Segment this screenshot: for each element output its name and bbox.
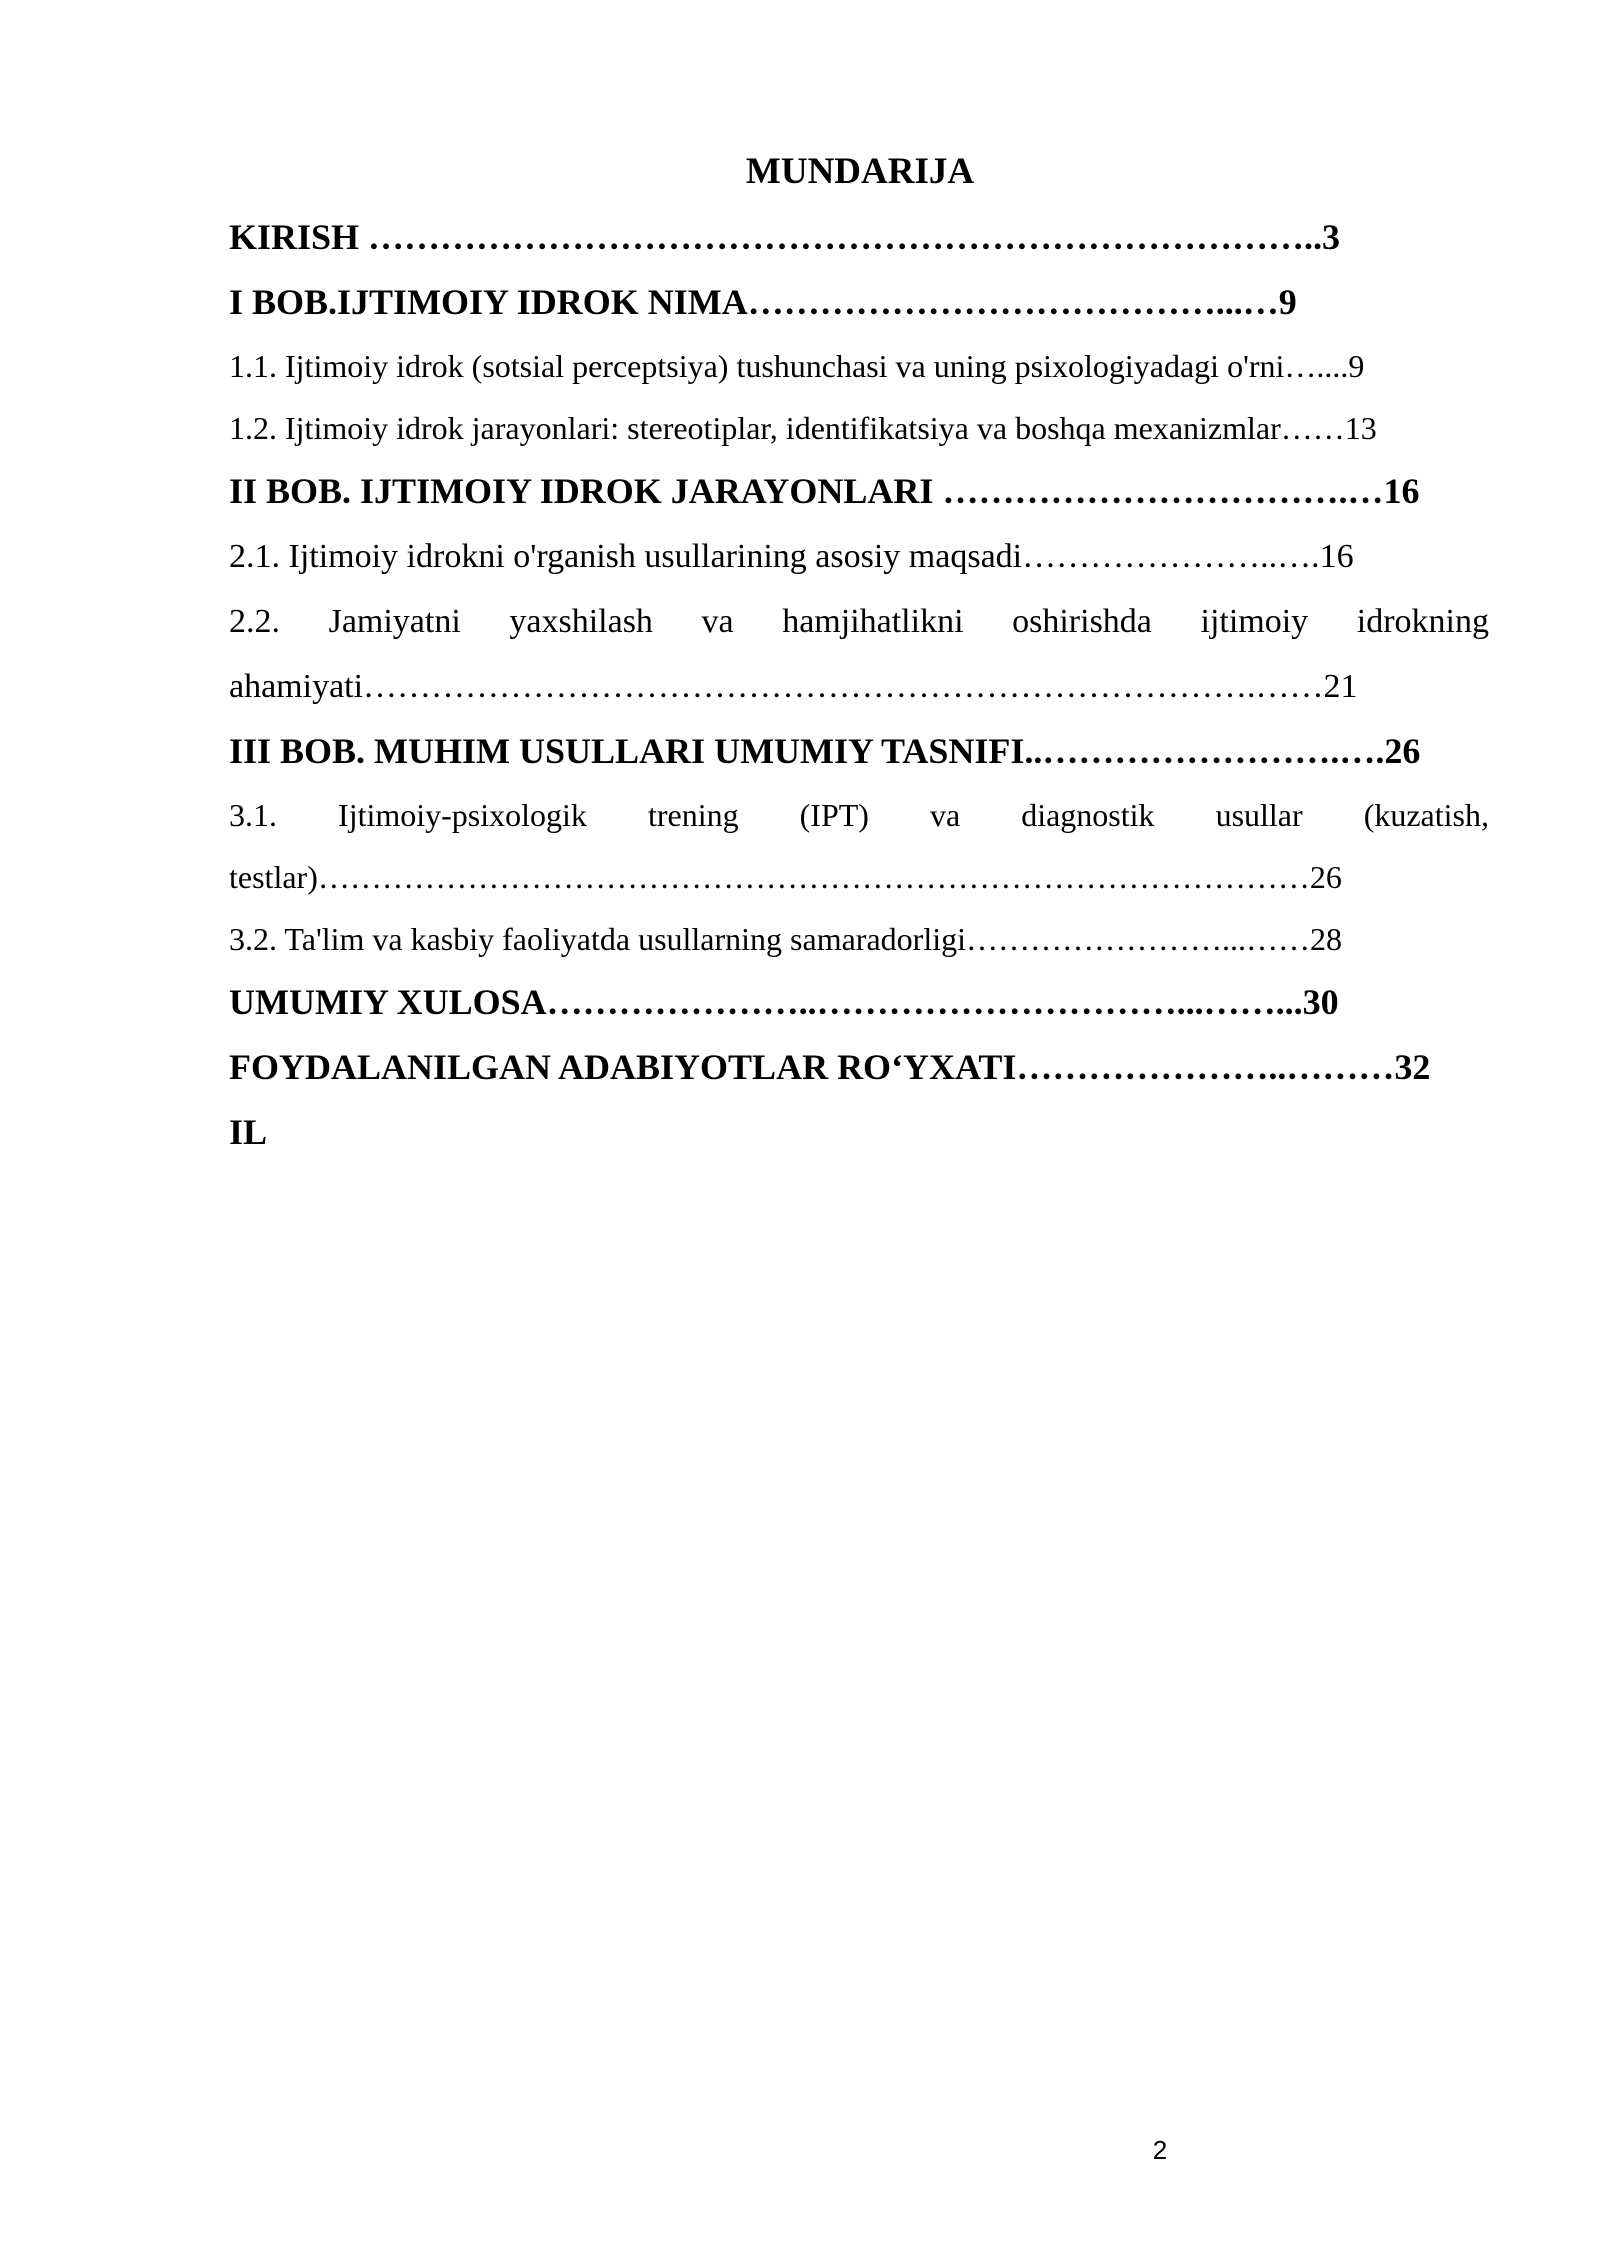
table-of-contents [229, 205, 1489, 1165]
toc-entry-text: 1.1. Ijtimoiy idrok (sotsial perceptsiya) tushunchasi va uning psixologiyadagi o'rni…....9 [229, 348, 1365, 384]
toc-entry-chapter-2 [229, 459, 1489, 524]
toc-word: 2.2. [229, 603, 280, 640]
toc-word: va [929, 797, 961, 833]
page-number: 2 [1152, 2135, 1168, 2165]
toc-entry-text: 2.1. Ijtimoiy idrokni o'rganish usullarining asosiy maqsadi…………………..….16 [229, 538, 1354, 575]
toc-entry-text: I BOB.IJTIMOIY IDROK NIMA…………………………………...…9 [229, 282, 1297, 322]
toc-word: ijtimoiy [1200, 603, 1309, 640]
toc-word: idrokning [1356, 603, 1489, 640]
toc-entry-text: 1.2. Ijtimoiy idrok jarayonlari: stereotiplar, identifikatsiya va boshqa mexanizmlar……13 [229, 410, 1377, 446]
toc-entry-text: testlar)…………………………………………………………………………………26 [229, 859, 1342, 895]
toc-word: diagnostik [1021, 797, 1155, 833]
toc-word: hamjihatlikni [782, 603, 964, 640]
toc-entry-section-2-1 [229, 524, 1489, 589]
toc-entry-text: 3.2. Ta'lim va kasbiy faoliyatda usullarning samaradorligi……………………...……28 [229, 921, 1342, 957]
toc-word: Jamiyatni [328, 603, 461, 640]
toc-entry-text: ahamiyati…………………………………………………………………….……21 [229, 668, 1358, 705]
toc-entry-conclusion [229, 970, 1489, 1035]
toc-word: trening [647, 797, 739, 833]
toc-entry-section-3-1-line-1 [229, 784, 1489, 846]
toc-entry-text: IL [229, 1112, 268, 1152]
toc-word: usullar [1215, 797, 1303, 833]
toc-entry-section-1-2 [229, 397, 1489, 459]
toc-word: oshirishda [1012, 603, 1152, 640]
toc-word: 3.1. [229, 797, 277, 833]
toc-entry-section-2-2-line-2 [229, 654, 1489, 719]
toc-entry-text: KIRISH ……………………………………………………………………..3 [229, 217, 1341, 257]
toc-word: (IPT) [799, 797, 869, 833]
toc-entry-text: UMUMIY XULOSA…………………..…………………………...……...30 [229, 982, 1339, 1022]
toc-entry-appendix [229, 1100, 1489, 1165]
toc-word: Ijtimoiy-psixologik [338, 797, 587, 833]
toc-entry-text: III BOB. MUHIM USULLARI UMUMIY TASNIFI..…………………….….26 [229, 731, 1421, 771]
toc-entry-section-3-2 [229, 908, 1489, 970]
toc-entry-chapter-1 [229, 270, 1489, 335]
toc-entry-text: II BOB. IJTIMOIY IDROK JARAYONLARI …………………………….…16 [229, 471, 1420, 511]
toc-word: (kuzatish, [1363, 797, 1489, 833]
toc-entry-section-1-1 [229, 335, 1489, 397]
toc-entry-kirish [229, 205, 1489, 270]
toc-entry-text: FOYDALANILGAN ADABIYOTLAR RO‘YXATI…………………..………32 [229, 1047, 1431, 1087]
toc-entry-section-3-1-line-2 [229, 846, 1489, 908]
toc-entry-chapter-3 [229, 719, 1489, 784]
toc-word: yaxshilash [509, 603, 653, 640]
toc-entry-references [229, 1035, 1489, 1100]
page-title: MUNDARIJA [745, 151, 975, 192]
toc-entry-section-2-2-line-1 [229, 589, 1489, 654]
toc-word: va [701, 603, 734, 640]
